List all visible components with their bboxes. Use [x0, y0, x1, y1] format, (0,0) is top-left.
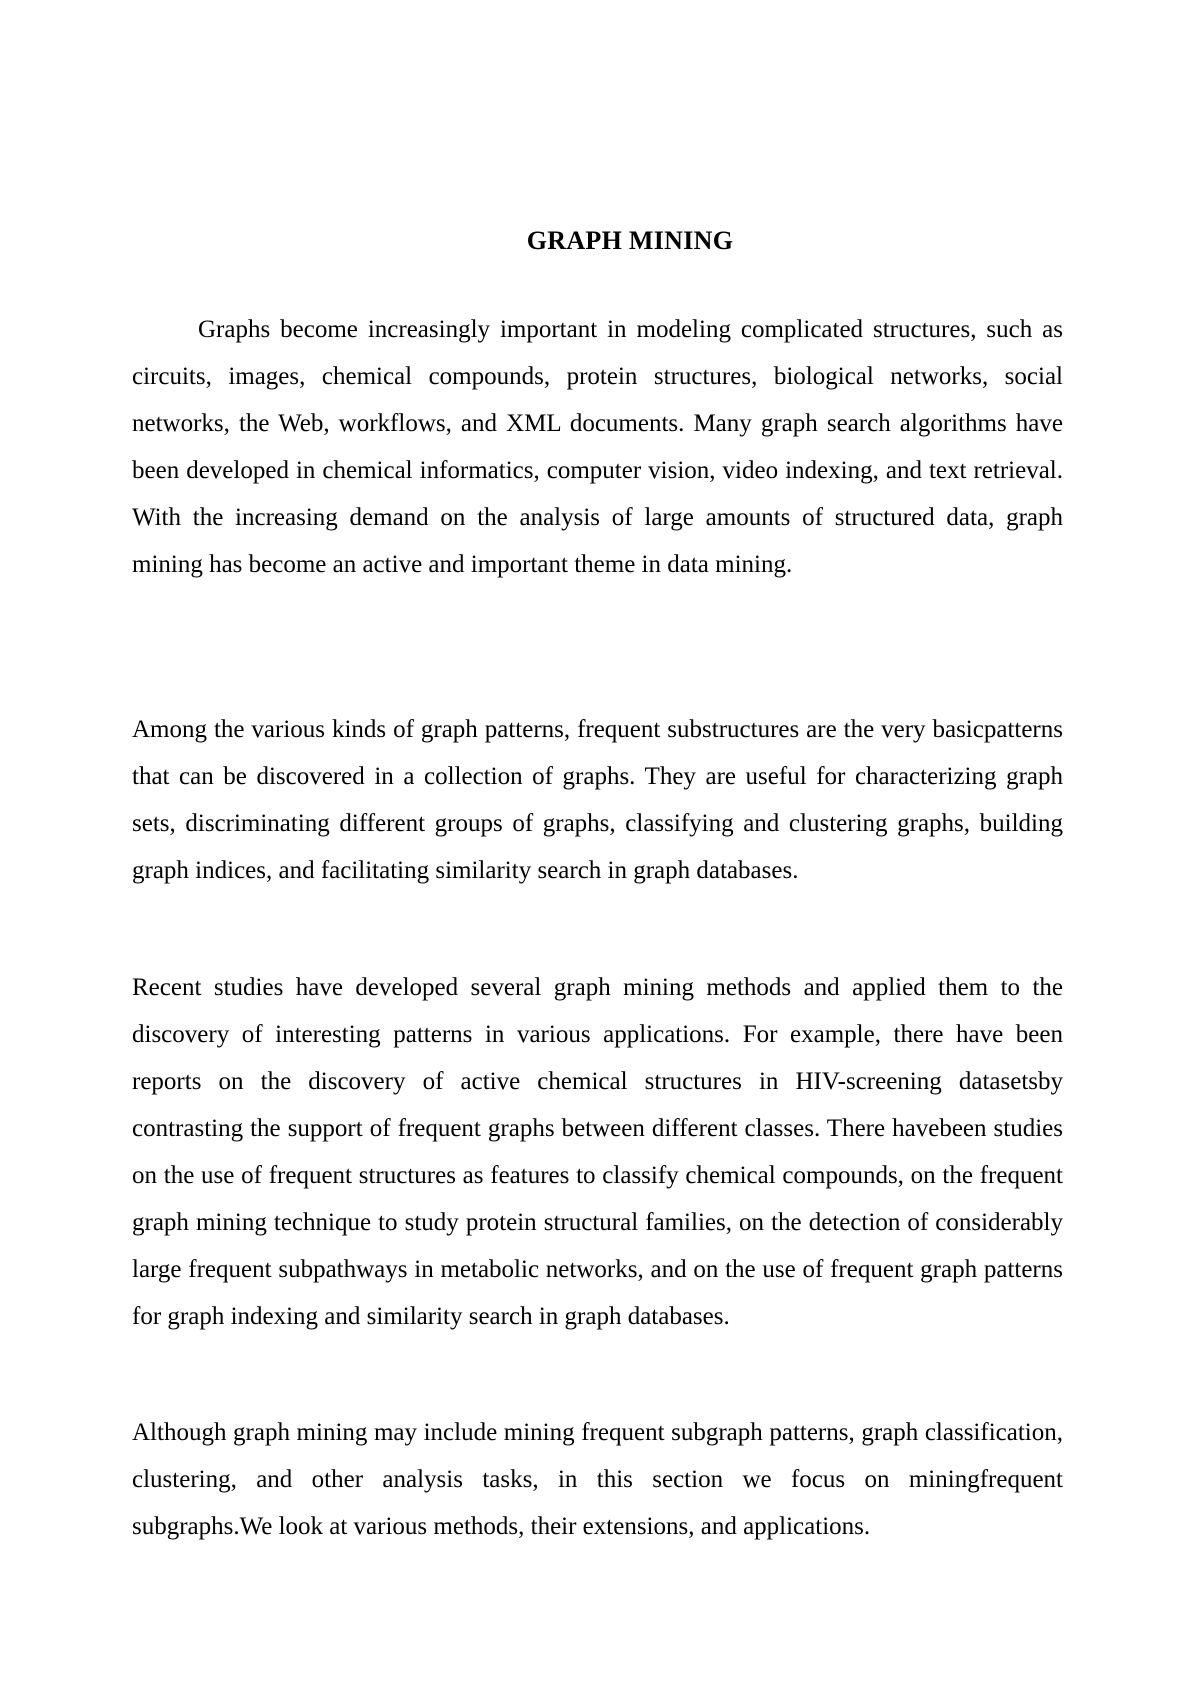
paragraph-intro: Graphs become increasingly important in modeling complicated structures, such as circuits, images, chemical compounds, protein structures, biological networks, social networks, the Web, workflows, and XML documents. Many graph search algorithms have been developed in chemical informatics, computer vision, video indexing, and text retrieval. With the increasing demand on the analysis of large amounts of structured data, graph mining has become an active and important theme in data mining. — [132, 316, 1063, 578]
page-title: GRAPH MINING — [526, 226, 734, 256]
paragraph-frequent-substructures: Among the various kinds of graph patterns, frequent substructures are the very basicpatterns that can be discovered in a collection of graphs. They are useful for characterizing graph sets, discriminating different groups of graphs, classifying and clustering graphs, building graph indices, and facilitating similarity search in graph databases. — [132, 716, 1063, 884]
paragraph-section-focus: Although graph mining may include mining frequent subgraph patterns, graph classification, clustering, and other analysis tasks, in this section we focus on miningfrequent subgraphs.We look at various methods, their extensions, and applications. — [132, 1419, 1063, 1540]
paragraph-recent-studies: Recent studies have developed several graph mining methods and applied them to the discovery of interesting patterns in various applications. For example, there have been reports on the discovery of active chemical structures in HIV-screening datasetsby contrasting the support of frequent graphs between different classes. There havebeen studies on the use of frequent structures as features to classify chemical compounds, on the frequent graph mining technique to study protein structural families, on the detection of considerably large frequent subpathways in metabolic networks, and on the use of frequent graph patterns for graph indexing and similarity search in graph databases. — [132, 974, 1063, 1330]
